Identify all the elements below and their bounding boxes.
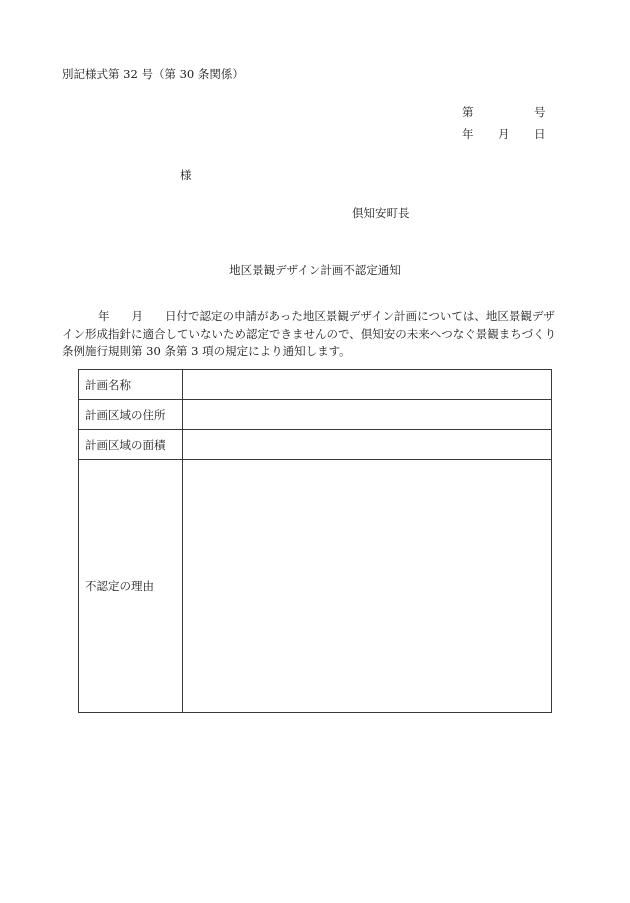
plan-info-table: [78, 369, 552, 713]
plan-name-value: [183, 370, 552, 400]
body-line-1: [62, 308, 572, 326]
addressee-honorific: 様: [180, 168, 192, 182]
plan-area-label: 計画区域の面積: [79, 430, 183, 460]
rejection-reason-value: [183, 460, 552, 713]
notice-body: [62, 308, 572, 361]
date-day-label: 日: [534, 127, 546, 141]
table-row: [79, 400, 552, 430]
table-row: [79, 430, 552, 460]
body-line-2: イン形成指針に適合していないため認定できませんので、倶知安の未来へつなぐ景観まちづくり: [62, 326, 557, 341]
plan-address-value: [183, 400, 552, 430]
date-month-label: 月: [498, 127, 510, 141]
rejection-reason-label: 不認定の理由: [79, 460, 183, 713]
document-title: 地区景観デザイン計画不認定通知: [229, 263, 401, 277]
plan-address-label: 計画区域の住所: [79, 400, 183, 430]
date-year-label: 年: [462, 127, 474, 141]
body-line-3: 条例施行規則第 30 条第 3 項の規定により通知します。: [62, 344, 351, 358]
form-number: 別記様式第 32 号（第 30 条関係）: [62, 67, 244, 81]
table-row: [79, 370, 552, 400]
body-line-1-text: 日付で認定の申請があった地区景観デザイン計画については、地区景観デザ: [165, 309, 555, 323]
document-number-suffix: 号: [534, 105, 546, 119]
sender-name: 倶知安町長: [352, 206, 410, 220]
body-year: 年: [98, 309, 110, 323]
plan-name-label: 計画名称: [79, 370, 183, 400]
document-number-label: 第: [462, 105, 474, 119]
body-month: 月: [131, 309, 143, 323]
table-row: [79, 460, 552, 713]
plan-area-value: [183, 430, 552, 460]
